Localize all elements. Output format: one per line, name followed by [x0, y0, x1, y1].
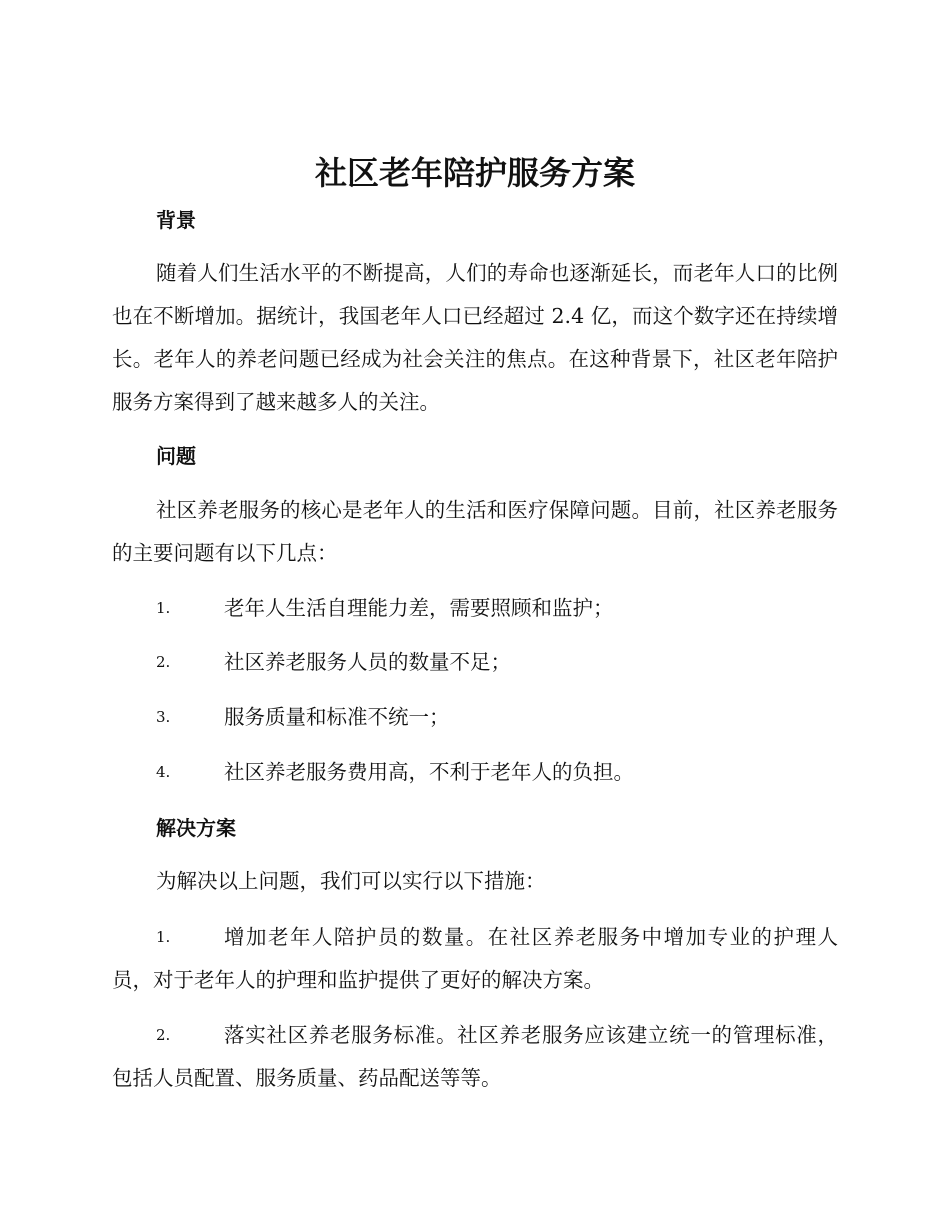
solution-list-item: [112, 916, 838, 1002]
list-number: 1.: [156, 599, 171, 617]
list-number: 2.: [156, 1026, 171, 1044]
list-item-text: 增加老年人陪护员的数量。在社区养老服务中增加专业的护理人员，对于老年人的护理和监护提供了更好的解决方案。: [112, 925, 838, 992]
background-paragraph: 随着人们生活水平的不断提高，人们的寿命也逐渐延长，而老年人口的比例也在不断增加。据统计，我国老年人口已经超过 2.4 亿，而这个数字还在持续增长。老年人的养老问题已经成为社会关注的焦点。在这种背景下，社区老年陪护服务方案得到了越来越多人的关注。: [112, 261, 838, 414]
problem-list-item: [112, 696, 838, 739]
list-item-text: 落实社区养老服务标准。社区养老服务应该建立统一的管理标准，包括人员配置、服务质量、药品配送等等。: [112, 1023, 838, 1090]
list-item-text: 社区养老服务人员的数量不足；: [224, 650, 511, 674]
section-heading-background: 背景: [156, 208, 196, 232]
list-number: 2.: [156, 653, 171, 671]
section-heading-solution: 解决方案: [156, 816, 236, 840]
list-item-text: 老年人生活自理能力差，需要照顾和监护；: [224, 596, 614, 620]
list-number: 1.: [156, 928, 171, 946]
page-title: 社区老年陪护服务方案: [314, 154, 635, 192]
solution-paragraph: 为解决以上问题，我们可以实行以下措施：: [156, 869, 546, 893]
list-item-text: 服务质量和标准不统一；: [224, 705, 450, 729]
problem-paragraph: 社区养老服务的核心是老年人的生活和医疗保障问题。目前，社区养老服务的主要问题有以下几点：: [112, 498, 838, 565]
list-number: 3.: [156, 708, 171, 726]
solution-list-item: [112, 1014, 838, 1100]
list-number: 4.: [156, 763, 171, 781]
list-item-text: 社区养老服务费用高，不利于老年人的负担。: [224, 760, 634, 784]
problem-list-item: [112, 587, 838, 630]
section-heading-problem: 问题: [156, 444, 196, 468]
problem-list-item: [112, 641, 838, 684]
problem-list-item: [112, 751, 838, 794]
